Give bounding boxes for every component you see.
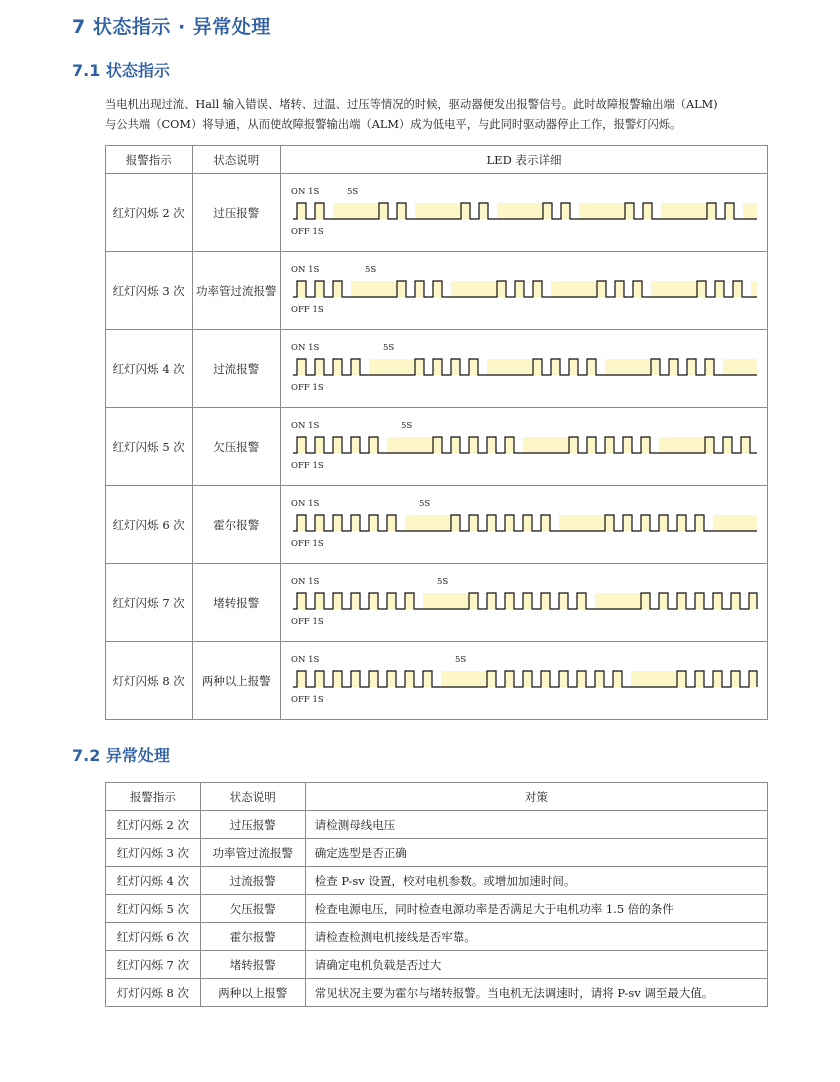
column-header-status: 状态说明 [192, 146, 280, 174]
off-duration-label: OFF 1S [290, 461, 324, 471]
led-on-pulse [569, 359, 578, 375]
five-second-pause [487, 359, 533, 375]
led-on-pulse [669, 359, 678, 375]
led-on-pulse [523, 593, 532, 609]
led-on-pulse [479, 203, 488, 219]
led-on-pulse [597, 281, 606, 297]
five-second-pause [651, 281, 697, 297]
countermeasure-cell: 请检查检测电机接线是否牢靠。 [305, 923, 767, 951]
led-on-pulse [451, 437, 460, 453]
led-on-pulse [633, 281, 642, 297]
led-on-pulse [587, 437, 596, 453]
led-on-pulse [677, 593, 686, 609]
alarm-status-cell: 两种以上报警 [192, 642, 280, 720]
led-on-pulse [533, 359, 542, 375]
five-second-pause [751, 281, 757, 297]
led-on-pulse [715, 281, 724, 297]
intro-paragraph [105, 95, 770, 135]
five-second-pause [659, 437, 705, 453]
five-second-pause [743, 203, 757, 219]
led-on-pulse [297, 671, 306, 687]
led-on-pulse [297, 359, 306, 375]
led-on-pulse [713, 593, 722, 609]
fault-handling-table [105, 782, 768, 1007]
led-pulse-train [281, 355, 767, 379]
five-second-label: 5S [454, 655, 467, 665]
led-on-pulse [577, 593, 586, 609]
led-on-pulse [505, 593, 514, 609]
handling-table-row [106, 895, 768, 923]
led-pulse-train [281, 199, 767, 223]
section-heading-handling: 7.2 异常处理 [72, 746, 170, 765]
led-on-pulse [297, 593, 306, 609]
five-second-label: 5S [400, 421, 413, 431]
led-waveform [281, 642, 767, 719]
section-heading-status: 7.1 状态指示 [72, 61, 170, 80]
led-on-pulse [559, 671, 568, 687]
countermeasure-cell: 常见状况主要为霍尔与堵转报警。当电机无法调速时，请将 P-sv 调至最大值。 [305, 979, 767, 1007]
five-second-pause [451, 281, 497, 297]
led-waveform [281, 174, 767, 251]
led-pulse-train [281, 433, 767, 457]
led-on-pulse [659, 515, 668, 531]
countermeasure-cell: 检查 P-sv 设置，校对电机参数。或增加加速时间。 [305, 867, 767, 895]
column-header-status: 状态说明 [200, 783, 305, 811]
led-on-pulse [333, 671, 342, 687]
led-on-pulse [561, 203, 570, 219]
led-on-pulse [505, 671, 514, 687]
led-on-pulse [643, 203, 652, 219]
five-second-pause [387, 437, 433, 453]
alarm-status-cell: 过流报警 [200, 867, 305, 895]
led-on-pulse [541, 593, 550, 609]
five-second-pause [415, 203, 461, 219]
led-on-pulse [369, 671, 378, 687]
led-on-pulse [297, 437, 306, 453]
led-on-pulse [369, 515, 378, 531]
led-on-pulse [723, 437, 732, 453]
led-on-pulse [387, 515, 396, 531]
led-on-pulse [641, 593, 650, 609]
led-on-pulse [469, 359, 478, 375]
countermeasure-cell: 确定选型是否正确 [305, 839, 767, 867]
led-on-pulse [351, 593, 360, 609]
led-on-pulse [677, 671, 686, 687]
alarm-status-cell: 霍尔报警 [200, 923, 305, 951]
alarm-status-cell: 堵转报警 [192, 564, 280, 642]
alarm-indicator-cell: 红灯闪烁 2 次 [106, 811, 201, 839]
led-on-pulse [315, 515, 324, 531]
led-on-pulse [351, 515, 360, 531]
led-on-pulse [433, 359, 442, 375]
led-on-pulse [541, 515, 550, 531]
alarm-status-cell: 两种以上报警 [200, 979, 305, 1007]
column-header-indicator: 报警指示 [106, 146, 193, 174]
led-on-pulse [451, 359, 460, 375]
led-on-pulse [623, 515, 632, 531]
handling-table-row [106, 979, 768, 1007]
led-on-pulse [505, 437, 514, 453]
led-on-pulse [487, 437, 496, 453]
led-on-pulse [487, 515, 496, 531]
five-second-pause [497, 203, 543, 219]
led-on-pulse [705, 437, 714, 453]
led-on-pulse [297, 203, 306, 219]
led-on-pulse [369, 593, 378, 609]
on-duration-label: ON 1S [290, 265, 320, 275]
led-on-pulse [551, 359, 560, 375]
led-on-pulse [397, 281, 406, 297]
led-on-pulse [523, 515, 532, 531]
led-on-pulse [749, 671, 757, 687]
led-on-pulse [433, 437, 442, 453]
led-on-pulse [625, 203, 634, 219]
off-duration-label: OFF 1S [290, 383, 324, 393]
five-second-pause [723, 359, 757, 375]
led-on-pulse [641, 437, 650, 453]
column-header-action: 对策 [305, 783, 767, 811]
led-on-pulse [487, 671, 496, 687]
alarm-status-cell: 欠压报警 [192, 408, 280, 486]
led-on-pulse [415, 359, 424, 375]
on-duration-label: ON 1S [290, 187, 320, 197]
column-header-indicator: 报警指示 [106, 783, 201, 811]
led-on-pulse [333, 359, 342, 375]
led-on-pulse [731, 671, 740, 687]
led-on-pulse [351, 359, 360, 375]
led-on-pulse [533, 281, 542, 297]
led-pattern-cell [280, 564, 767, 642]
led-on-pulse [487, 593, 496, 609]
status-table-row [106, 174, 768, 252]
led-pattern-cell [280, 330, 767, 408]
five-second-label: 5S [346, 187, 359, 197]
alarm-indicator-cell: 灯灯闪烁 8 次 [106, 642, 193, 720]
led-on-pulse [651, 359, 660, 375]
five-second-label: 5S [418, 499, 431, 509]
led-on-pulse [587, 359, 596, 375]
led-on-pulse [615, 281, 624, 297]
status-table-row [106, 642, 768, 720]
led-on-pulse [333, 281, 342, 297]
alarm-indicator-cell: 灯灯闪烁 8 次 [106, 979, 201, 1007]
led-on-pulse [379, 203, 388, 219]
led-on-pulse [315, 359, 324, 375]
five-second-pause [405, 515, 451, 531]
led-waveform [281, 564, 767, 641]
five-second-pause [551, 281, 597, 297]
led-pattern-cell [280, 174, 767, 252]
five-second-pause [441, 671, 487, 687]
five-second-pause [559, 515, 605, 531]
led-pattern-cell [280, 486, 767, 564]
alarm-indicator-cell: 红灯闪烁 7 次 [106, 564, 193, 642]
on-duration-label: ON 1S [290, 655, 320, 665]
led-on-pulse [497, 281, 506, 297]
off-duration-label: OFF 1S [290, 227, 324, 237]
led-on-pulse [733, 281, 742, 297]
led-on-pulse [749, 593, 757, 609]
handling-table-row [106, 867, 768, 895]
five-second-pause [661, 203, 707, 219]
led-on-pulse [677, 515, 686, 531]
led-on-pulse [369, 437, 378, 453]
alarm-indicator-cell: 红灯闪烁 7 次 [106, 951, 201, 979]
led-on-pulse [315, 281, 324, 297]
led-on-pulse [659, 593, 668, 609]
alarm-status-cell: 过压报警 [192, 174, 280, 252]
off-duration-label: OFF 1S [290, 539, 324, 549]
alarm-status-cell: 功率管过流报警 [200, 839, 305, 867]
status-table-row [106, 486, 768, 564]
led-on-pulse [297, 515, 306, 531]
led-on-pulse [415, 281, 424, 297]
led-on-pulse [461, 203, 470, 219]
led-on-pulse [405, 671, 414, 687]
alarm-status-cell: 欠压报警 [200, 895, 305, 923]
handling-table-header-row [106, 783, 768, 811]
alarm-indicator-cell: 红灯闪烁 4 次 [106, 330, 193, 408]
alarm-indicator-cell: 红灯闪烁 6 次 [106, 923, 201, 951]
led-on-pulse [541, 671, 550, 687]
led-on-pulse [469, 515, 478, 531]
five-second-pause [351, 281, 397, 297]
led-on-pulse [687, 359, 696, 375]
led-on-pulse [695, 593, 704, 609]
handling-table-row [106, 951, 768, 979]
led-pattern-cell [280, 642, 767, 720]
led-on-pulse [333, 515, 342, 531]
led-on-pulse [315, 671, 324, 687]
alarm-indicator-cell: 红灯闪烁 5 次 [106, 895, 201, 923]
led-on-pulse [315, 593, 324, 609]
led-on-pulse [713, 671, 722, 687]
five-second-label: 5S [382, 343, 395, 353]
led-on-pulse [423, 671, 432, 687]
alarm-status-cell: 过流报警 [192, 330, 280, 408]
led-on-pulse [695, 515, 704, 531]
alarm-status-cell: 功率管过流报警 [192, 252, 280, 330]
handling-table-row [106, 811, 768, 839]
five-second-pause [523, 437, 569, 453]
five-second-label: 5S [364, 265, 377, 275]
five-second-pause [595, 593, 641, 609]
led-on-pulse [351, 671, 360, 687]
led-pulse-train [281, 589, 767, 613]
led-on-pulse [333, 437, 342, 453]
led-pulse-train [281, 667, 767, 691]
led-on-pulse [333, 593, 342, 609]
led-pulse-train [281, 511, 767, 535]
chapter-heading: 7 状态指示 · 异常处理 [72, 16, 271, 38]
status-table-header-row [106, 146, 768, 174]
led-on-pulse [569, 437, 578, 453]
off-duration-label: OFF 1S [290, 695, 324, 705]
led-on-pulse [577, 671, 586, 687]
led-on-pulse [725, 203, 734, 219]
led-on-pulse [315, 437, 324, 453]
led-on-pulse [515, 281, 524, 297]
led-on-pulse [397, 203, 406, 219]
led-on-pulse [315, 203, 324, 219]
on-duration-label: ON 1S [290, 499, 320, 509]
status-indication-table [105, 145, 768, 720]
led-waveform [281, 486, 767, 563]
led-on-pulse [697, 281, 706, 297]
led-pattern-cell [280, 408, 767, 486]
status-table-row [106, 408, 768, 486]
countermeasure-cell: 请检测母线电压 [305, 811, 767, 839]
led-on-pulse [469, 437, 478, 453]
led-waveform [281, 408, 767, 485]
off-duration-label: OFF 1S [290, 617, 324, 627]
five-second-pause [713, 515, 757, 531]
led-on-pulse [707, 203, 716, 219]
handling-table-row [106, 839, 768, 867]
led-on-pulse [605, 437, 614, 453]
alarm-status-cell: 过压报警 [200, 811, 305, 839]
five-second-pause [579, 203, 625, 219]
five-second-pause [631, 671, 677, 687]
led-pattern-cell [280, 252, 767, 330]
status-table-row [106, 252, 768, 330]
led-on-pulse [741, 437, 750, 453]
led-on-pulse [387, 593, 396, 609]
alarm-indicator-cell: 红灯闪烁 6 次 [106, 486, 193, 564]
led-on-pulse [523, 671, 532, 687]
led-on-pulse [641, 515, 650, 531]
alarm-status-cell: 堵转报警 [200, 951, 305, 979]
led-on-pulse [405, 593, 414, 609]
led-on-pulse [543, 203, 552, 219]
countermeasure-cell: 检查电源电压，同时检查电源功率是否满足大于电机功率 1.5 倍的条件 [305, 895, 767, 923]
led-on-pulse [297, 281, 306, 297]
five-second-label: 5S [436, 577, 449, 587]
alarm-indicator-cell: 红灯闪烁 2 次 [106, 174, 193, 252]
led-pulse-train [281, 277, 767, 301]
led-on-pulse [705, 359, 714, 375]
intro-line-1: 当电机出现过流、Hall 输入错误、堵转、过温、过压等情况的时候，驱动器便发出报警信号。此时故障报警输出端（ALM) [105, 98, 718, 111]
led-waveform [281, 252, 767, 329]
five-second-pause [423, 593, 469, 609]
alarm-indicator-cell: 红灯闪烁 4 次 [106, 867, 201, 895]
led-on-pulse [559, 593, 568, 609]
off-duration-label: OFF 1S [290, 305, 324, 315]
handling-table-row [106, 923, 768, 951]
led-on-pulse [613, 671, 622, 687]
led-on-pulse [623, 437, 632, 453]
on-duration-label: ON 1S [290, 577, 320, 587]
led-on-pulse [605, 515, 614, 531]
intro-line-2: 与公共端（COM）将导通，从而使故障报警输出端（ALM）成为低电平，与此同时驱动器停止工作，报警灯闪烁。 [105, 118, 682, 131]
on-duration-label: ON 1S [290, 421, 320, 431]
status-table-row [106, 330, 768, 408]
alarm-indicator-cell: 红灯闪烁 3 次 [106, 252, 193, 330]
five-second-pause [369, 359, 415, 375]
alarm-indicator-cell: 红灯闪烁 5 次 [106, 408, 193, 486]
led-on-pulse [731, 593, 740, 609]
led-on-pulse [433, 281, 442, 297]
alarm-status-cell: 霍尔报警 [192, 486, 280, 564]
five-second-pause [333, 203, 379, 219]
led-on-pulse [505, 515, 514, 531]
alarm-indicator-cell: 红灯闪烁 3 次 [106, 839, 201, 867]
status-table-row [106, 564, 768, 642]
led-on-pulse [469, 593, 478, 609]
led-on-pulse [387, 671, 396, 687]
on-duration-label: ON 1S [290, 343, 320, 353]
led-on-pulse [595, 671, 604, 687]
led-waveform [281, 330, 767, 407]
led-on-pulse [351, 437, 360, 453]
led-on-pulse [451, 515, 460, 531]
five-second-pause [605, 359, 651, 375]
led-on-pulse [695, 671, 704, 687]
column-header-led: LED 表示详细 [280, 146, 767, 174]
countermeasure-cell: 请确定电机负载是否过大 [305, 951, 767, 979]
